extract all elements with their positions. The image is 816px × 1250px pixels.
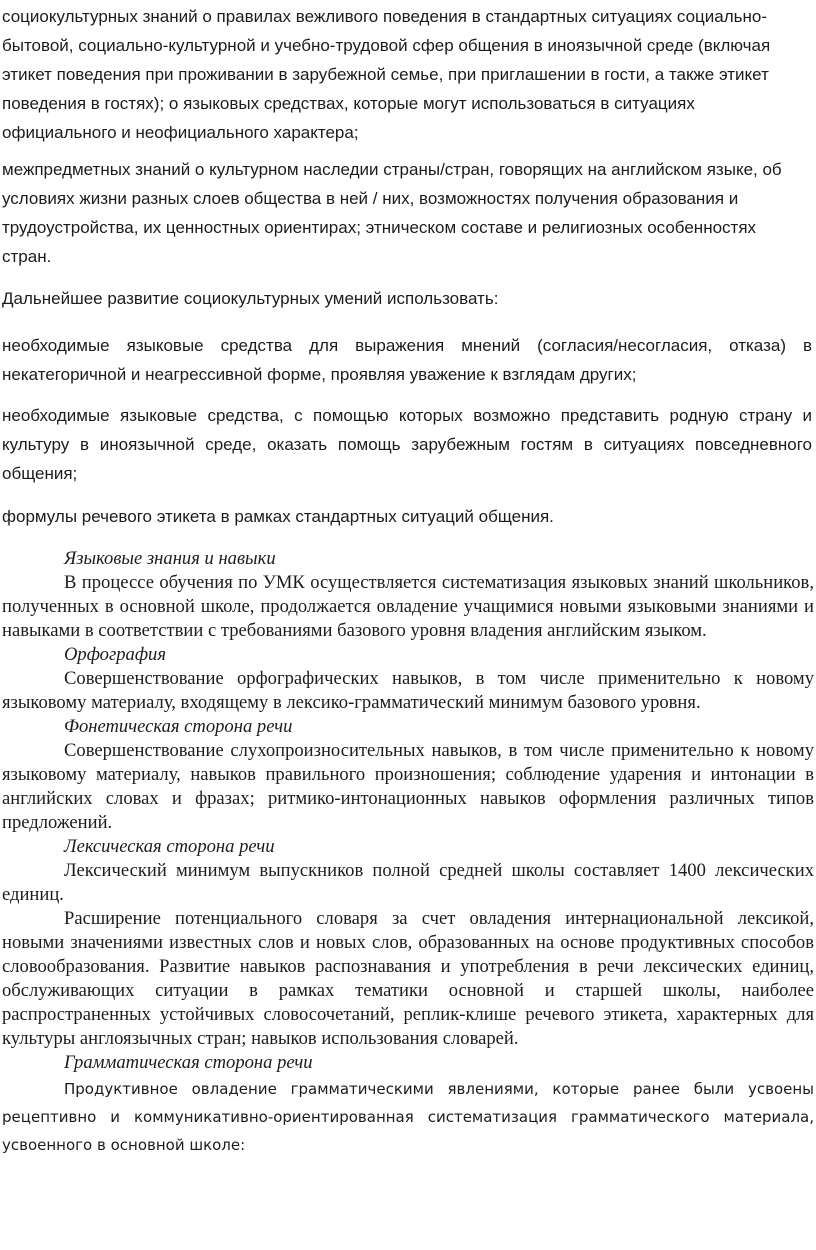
paragraph-sociocultural-knowledge: социокультурных знаний о правилах вежливого поведения в стандартных ситуациях социально-бытовой, социально-культурной и учебно-трудовой сфер общения в иноязычной среде (включая этикет поведения при проживании в зарубежной семье, при приглашении в гости, а также этикет поведения в гостях); о языковых средствах, которые могут использоваться в ситуациях официального и неофициального характера;: [2, 7, 771, 142]
paragraph-skills-intro: Дальнейшее развитие социокультурных умений использовать:: [2, 289, 499, 308]
section-heading-phonetics: Фонетическая сторона речи: [64, 716, 293, 737]
paragraph-lexis-minimum: Лексический минимум выпускников полной средней школы составляет 1400 лексических единиц.: [2, 860, 814, 905]
paragraph-orthography: Совершенствование орфографических навыков, в том числе применительно к новому языковому материалу, входящему в лексико-грамматический минимум базового уровня.: [2, 668, 814, 713]
paragraph-opinion-means: необходимые языковые средства для выражения мнений (согласия/несогласия, отказа) в некатегоричной и неагрессивной форме, проявляя уважение к взглядам других;: [2, 336, 812, 384]
paragraph-phonetics: Совершенствование слухопроизносительных навыков, в том числе применительно к новому языковому материалу, навыков правильного произношения; соблюдение ударения и интонации в английских словах и фразах; ритмико-интонационных навыков оформления различных типов предложений.: [2, 740, 814, 833]
paragraph-represent-country: необходимые языковые средства, с помощью которых возможно представить родную страну и культуру в иноязычной среде, оказать помощь зарубежным гостям в ситуациях повседневного общения;: [2, 406, 812, 483]
paragraph-speech-etiquette: формулы речевого этикета в рамках стандартных ситуаций общения.: [2, 507, 554, 526]
paragraph-interdisciplinary-knowledge: межпредметных знаний о культурном наследии страны/стран, говорящих на английском языке, об условиях жизни разных слоев общества в ней / них, возможностях получения образования и трудоустройства, их ценностных ориентирах; этническом составе и религиозных особенностях стран.: [2, 160, 782, 266]
paragraph-grammar: Продуктивное овладение грамматическими явлениями, которые ранее были усвоены рецептивно и коммуникативно-ориентированная систематизация грамматического материала, усвоенного в основной школе:: [2, 1080, 814, 1154]
paragraph-language-skills: В процессе обучения по УМК осуществляется систематизация языковых знаний школьников, полученных в основной школе, продолжается овладение учащимися новыми языковыми знаниями и навыками в соответствии с требованиями базового уровня владения английским языком.: [2, 572, 814, 641]
section-heading-orthography: Орфография: [64, 644, 166, 665]
section-heading-grammar: Грамматическая сторона речи: [64, 1052, 313, 1073]
section-heading-lexis: Лексическая сторона речи: [64, 836, 275, 857]
paragraph-lexis-expansion: Расширение потенциального словаря за счет овладения интернациональной лексикой, новыми значениями известных слов и новых слов, образованных на основе продуктивных способов словообразования. Развитие навыков распознавания и употребления в речи лексических единиц, обслуживающих ситуации в рамках тематики основной и старшей школы, наиболее распространенных устойчивых словосочетаний, реплик-клише речевого этикета, характерных для культуры англоязычных стран; навыков использования словарей.: [2, 908, 814, 1049]
section-heading-language-skills: Языковые знания и навыки: [64, 548, 276, 569]
language-skills-section: [2, 547, 814, 1159]
